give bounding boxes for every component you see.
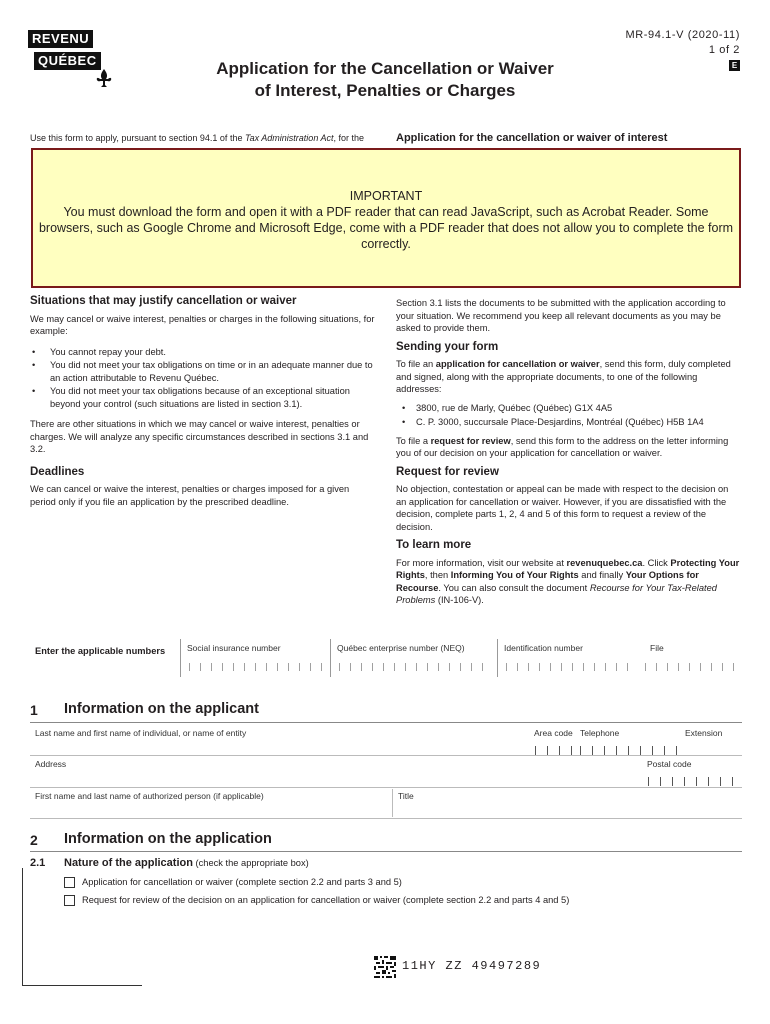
list-item: • You did not meet your tax obligations on time or in an adequate manner due to an action attributable to Revenu Québec. — [30, 359, 375, 384]
situations-list — [30, 346, 375, 411]
applicant-name-input[interactable] — [30, 725, 530, 753]
form-barcode-number: 11HY ZZ 49497289 — [402, 959, 542, 973]
form-number: MR-94.1-V (2020-11) — [625, 29, 740, 41]
identification-label: Identification number — [504, 643, 583, 653]
address-input[interactable] — [30, 757, 640, 785]
identification-number-field[interactable] — [497, 639, 637, 677]
form-code — [625, 28, 740, 58]
2d-barcode-icon — [374, 956, 396, 978]
warning-line2: browsers, such as Google Chrome and Microsoft Edge, come with a PDF reader that does not allow you to complete the form — [38, 221, 734, 235]
address-list — [396, 402, 741, 429]
sending-heading: Sending your form — [396, 340, 499, 353]
list-item: • You cannot repay your debt. — [30, 346, 375, 359]
numbers-label: Enter the applicable numbers — [35, 646, 166, 656]
title-input[interactable] — [394, 789, 742, 817]
logo-line1: REVENU — [28, 30, 93, 48]
logo-line2: QUÉBEC — [34, 52, 101, 70]
warning-line3: correctly. — [361, 237, 411, 251]
website-link[interactable]: revenuquebec.ca — [566, 557, 643, 568]
sin-digit-ticks — [189, 663, 322, 671]
left-column — [30, 295, 375, 516]
sin-label: Social insurance number — [187, 643, 281, 653]
learn-more-text: For more information, visit our website at revenuquebec.ca. Click Protecting Your Rights, then Informing You of Your Rights and finally Your Options for Recourse. You can also consult the document Recourse for Your Tax-Related Problems (IN-106-V). — [396, 557, 740, 605]
divider — [30, 818, 742, 819]
area-code-label: Area code — [534, 728, 573, 738]
file-field[interactable] — [637, 639, 742, 677]
list-item: • 3800, rue de Marly, Québec (Québec) G1X 4A5 — [396, 402, 741, 415]
applicant-name-label: Last name and first name of individual, or name of entity — [35, 728, 247, 738]
deadlines-text: We can cancel or waive the interest, penalties or charges imposed for a given period only if you file an application by the prescribed deadline. — [30, 484, 350, 507]
fleur-de-lis-icon — [94, 68, 114, 90]
authorized-person-label: First name and last name of authorized person (if applicable) — [35, 791, 264, 801]
section2-number: 2 — [30, 832, 38, 848]
section1-number: 1 — [30, 702, 38, 718]
neq-field[interactable] — [330, 639, 495, 677]
situations-heading: Situations that may justify cancellation or waiver — [30, 295, 297, 307]
other-situations: There are other situations in which we may cancel or waive interest, penalties or charges. We will analyze any specific circumstances described in sections 3.1 and 3.2. — [30, 419, 369, 454]
cancellation-heading: Application for the cancellation or waiver of interest — [396, 132, 668, 144]
subsection-number: 2.1 — [30, 857, 46, 869]
page-title — [150, 58, 620, 102]
neq-digit-ticks — [339, 663, 487, 671]
authorized-person-input[interactable] — [30, 789, 390, 817]
extension-label: Extension — [685, 728, 723, 738]
file-label: File — [650, 643, 664, 653]
intro-text: Use this form to apply, pursuant to section 94.1 of the Tax Administration Act, for the — [30, 133, 365, 143]
list-item: • You did not meet your tax obligations because of an exceptional situation beyond your control (such situations are listed in section 3.1). — [30, 385, 375, 410]
divider — [30, 722, 742, 723]
language-badge: E — [729, 60, 740, 71]
extension-input[interactable] — [680, 740, 742, 755]
divider — [30, 787, 742, 788]
right-column — [396, 297, 741, 613]
title-line2: of Interest, Penalties or Charges — [254, 81, 516, 100]
postal-code-input[interactable] — [648, 777, 733, 786]
option-review-checkbox[interactable] — [64, 895, 75, 906]
postal-code-label: Postal code — [647, 759, 692, 769]
warning-line1: You must download the form and open it with a PDF reader that can read JavaScript, such as Acrobat Reader. Some — [63, 205, 709, 219]
learn-more-heading: To learn more — [396, 539, 472, 551]
situations-intro: We may cancel or waive interest, penalties or charges in the following situations, for example: — [30, 313, 375, 336]
list-item: • C. P. 3000, succursale Place-Desjardins, Montréal (Québec) H5B 1A4 — [396, 416, 741, 429]
file-digit-ticks — [645, 663, 734, 671]
telephone-input[interactable] — [580, 746, 677, 755]
divider — [392, 789, 393, 817]
javascript-warning-overlay — [31, 148, 741, 288]
documents-text: Section 3.1 lists the documents to be submitted with the application according to your situation. We recommend you keep all relevant documents as you may be asked to provide them. — [396, 298, 726, 333]
option-cancellation-label: Application for cancellation or waiver (complete section 2.2 and parts 3 and 5) — [82, 877, 402, 887]
subsection-title: Nature of the application (check the appropriate box) — [64, 857, 309, 869]
deadlines-heading: Deadlines — [30, 465, 85, 478]
area-code-input[interactable] — [535, 746, 572, 755]
section-bracket — [22, 985, 142, 986]
page-indicator: 1 of 2 — [708, 44, 740, 56]
section-bracket — [22, 868, 23, 986]
option-cancellation-checkbox[interactable] — [64, 877, 75, 888]
option-review-label: Request for review of the decision on an application for cancellation or waiver (complete section 2.2 and parts 4 and 5) — [82, 895, 570, 905]
review-file-text: To file a request for review, send this form to the address on the letter informing you of our decision on your application for cancellation or waiver. — [396, 435, 729, 458]
warning-heading: IMPORTANT — [349, 189, 423, 203]
revenu-quebec-logo — [28, 30, 118, 100]
telephone-label: Telephone — [580, 728, 620, 738]
sin-field[interactable] — [180, 639, 330, 677]
divider — [30, 755, 742, 756]
review-text: No objection, contestation or appeal can be made with respect to the decision on an application for cancellation or waiver. However, if you are dissatisfied with the decision, complete parts 1, 2, 4 and 5 of this form to request a review of the decision. — [396, 484, 729, 532]
address-label: Address — [35, 759, 67, 769]
review-heading: Request for review — [396, 465, 499, 478]
section1-title: Information on the applicant — [64, 701, 259, 717]
id-digit-ticks — [506, 663, 629, 671]
title-label: Title — [398, 791, 414, 801]
sending-text: To file an application for cancellation or waiver, send this form, duly completed and signed, along with the appropriate documents, to one of the following addresses: — [396, 359, 731, 394]
title-line1: Application for the Cancellation or Waiver — [216, 59, 554, 78]
divider — [30, 851, 742, 852]
neq-label: Québec enterprise number (NEQ) — [337, 643, 465, 653]
section2-title: Information on the application — [64, 831, 272, 847]
